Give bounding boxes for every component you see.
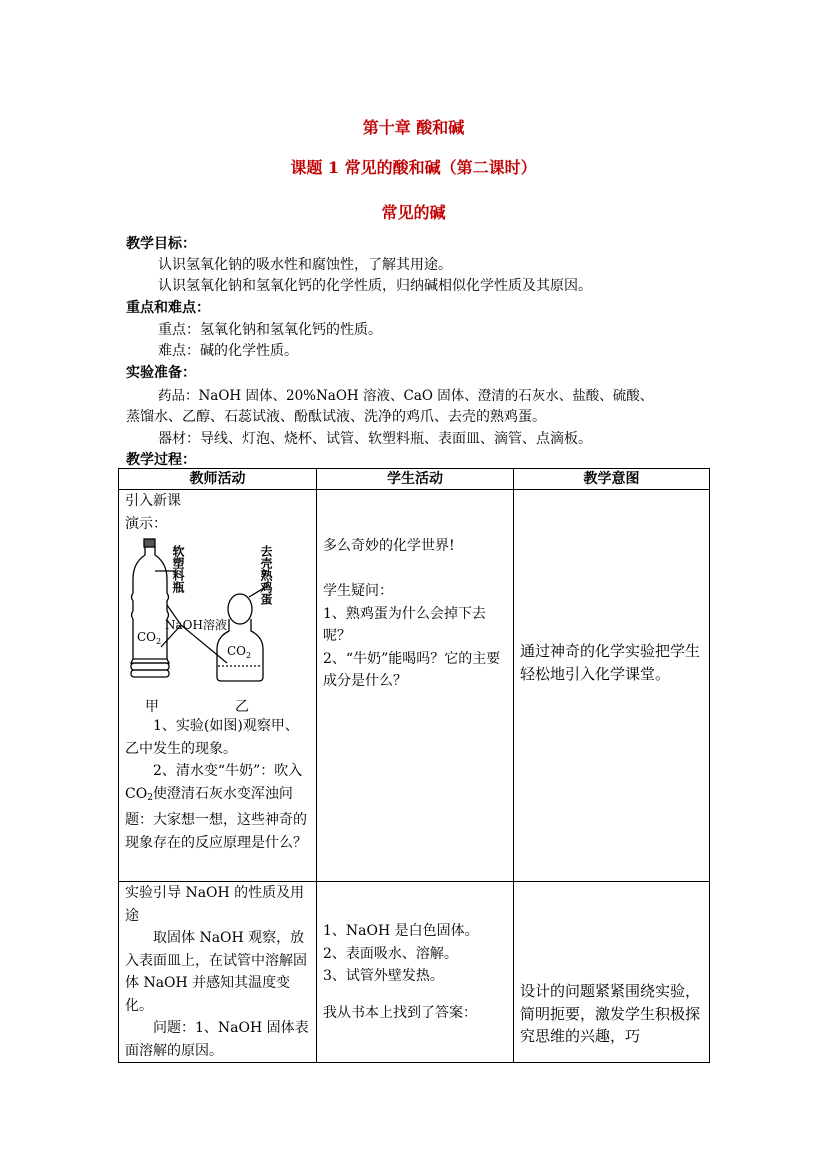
teacher-cell-2: [119, 882, 317, 1063]
student-line: 1、NaOH 是白色固体。: [323, 923, 479, 939]
egg-label: 去壳熟鸡蛋: [259, 545, 273, 605]
gas-label-left: $CO_2$: [137, 630, 162, 646]
process-heading: 教学过程：: [126, 452, 196, 468]
topic-title: 常见的碱: [381, 203, 446, 222]
intent-cell-1: [514, 490, 710, 882]
teacher-question: 问题：1、NaOH 固体表面溶解的原因。: [125, 1020, 309, 1059]
col-header-intent: 教学意图: [514, 469, 710, 490]
gas-label-right: $CO_2$: [227, 644, 252, 660]
process-table: [118, 468, 710, 1063]
chapter-title: 第十章 酸和碱: [362, 118, 465, 137]
drugs-line-1: 药品：NaOH 固体、20%NaOH 溶液、CaO 固体、澄清的石灰水、盐酸、硫酸、: [158, 388, 654, 404]
teacher-step-1: 1、实验(如图)观察甲、乙中发生的现象。: [125, 718, 299, 757]
student-line: 学生疑问：: [323, 583, 393, 599]
teacher-title-1: 引入新课: [125, 493, 181, 509]
teacher-title-2: 实验引导 NaOH 的性质及用途: [125, 885, 305, 924]
bottle-label: 软塑料瓶: [171, 545, 185, 593]
student-line: 我从书本上找到了答案：: [323, 1004, 477, 1021]
keypoints-heading: 重点和难点：: [126, 300, 210, 316]
drugs-line-2: 蒸馏水、乙醇、石蕊试液、酚酞试液、洗净的鸡爪、去壳的熟鸡蛋。: [126, 409, 546, 425]
teacher-step: 取固体 NaOH 观察，放入表面皿上，在试管中溶解固体 NaOH 并感知其温度变化。: [125, 930, 307, 1014]
figure-name-right: 乙: [235, 699, 249, 715]
intent-cell-2: [514, 882, 710, 1063]
table-header-row: [119, 469, 710, 490]
student-line: 2、“牛奶”能喝吗？它的主要成分是什么？: [323, 650, 501, 689]
teacher-demo: 演示：: [125, 515, 167, 532]
student-cell-2: [317, 882, 514, 1063]
key-point: 重点：氢氧化钠和氢氧化钙的性质。: [158, 322, 382, 338]
student-cell-1: [317, 490, 514, 882]
table-row: [119, 882, 710, 1063]
student-line: 2、表面吸水、溶解。: [323, 945, 458, 962]
col-header-student: 学生活动: [317, 469, 514, 490]
intent-text: 设计的问题紧紧围绕实验，简明扼要，激发学生积极探究思维的兴趣，巧: [520, 982, 701, 1045]
equipment-line: 器材：导线、灯泡、烧杯、试管、软塑料瓶、表面皿、滴管、点滴板。: [158, 431, 592, 447]
figure-name-left: 甲: [145, 699, 159, 715]
student-line: 3、试管外壁发热。: [323, 968, 444, 984]
col-header-teacher: 教师活动: [119, 469, 317, 490]
teacher-step-2: 2、清水变“牛奶”：吹入 $CO_2$使澄清石灰水变浑浊问题：大家想一想，这些神奇的现象存在的反应原理是什么？: [125, 763, 307, 851]
objectives-heading: 教学目标：: [126, 236, 196, 252]
student-line: 多么奇妙的化学世界!: [323, 538, 455, 554]
experiment-figure: [121, 535, 305, 715]
objective-item-2: 认识氢氧化钠和氢氧化钙的化学性质，归纳碱相似化学性质及其原因。: [158, 278, 592, 294]
lesson-title: 课题 1 常见的酸和碱（第二课时）: [290, 158, 537, 177]
solution-label: NaOH溶液: [165, 618, 227, 632]
difficult-point: 难点：碱的化学性质。: [158, 343, 298, 359]
table-row: [119, 490, 710, 882]
objective-item-1: 认识氢氧化钠的吸水性和腐蚀性，了解其用途。: [158, 257, 452, 273]
prep-heading: 实验准备：: [126, 365, 196, 381]
connector-lines: [161, 605, 227, 663]
intent-text: 通过神奇的化学实验把学生轻松地引入化学课堂。: [520, 642, 701, 683]
teacher-cell-1: [119, 490, 317, 882]
student-line: 1、熟鸡蛋为什么会掉下去呢？: [323, 605, 486, 644]
